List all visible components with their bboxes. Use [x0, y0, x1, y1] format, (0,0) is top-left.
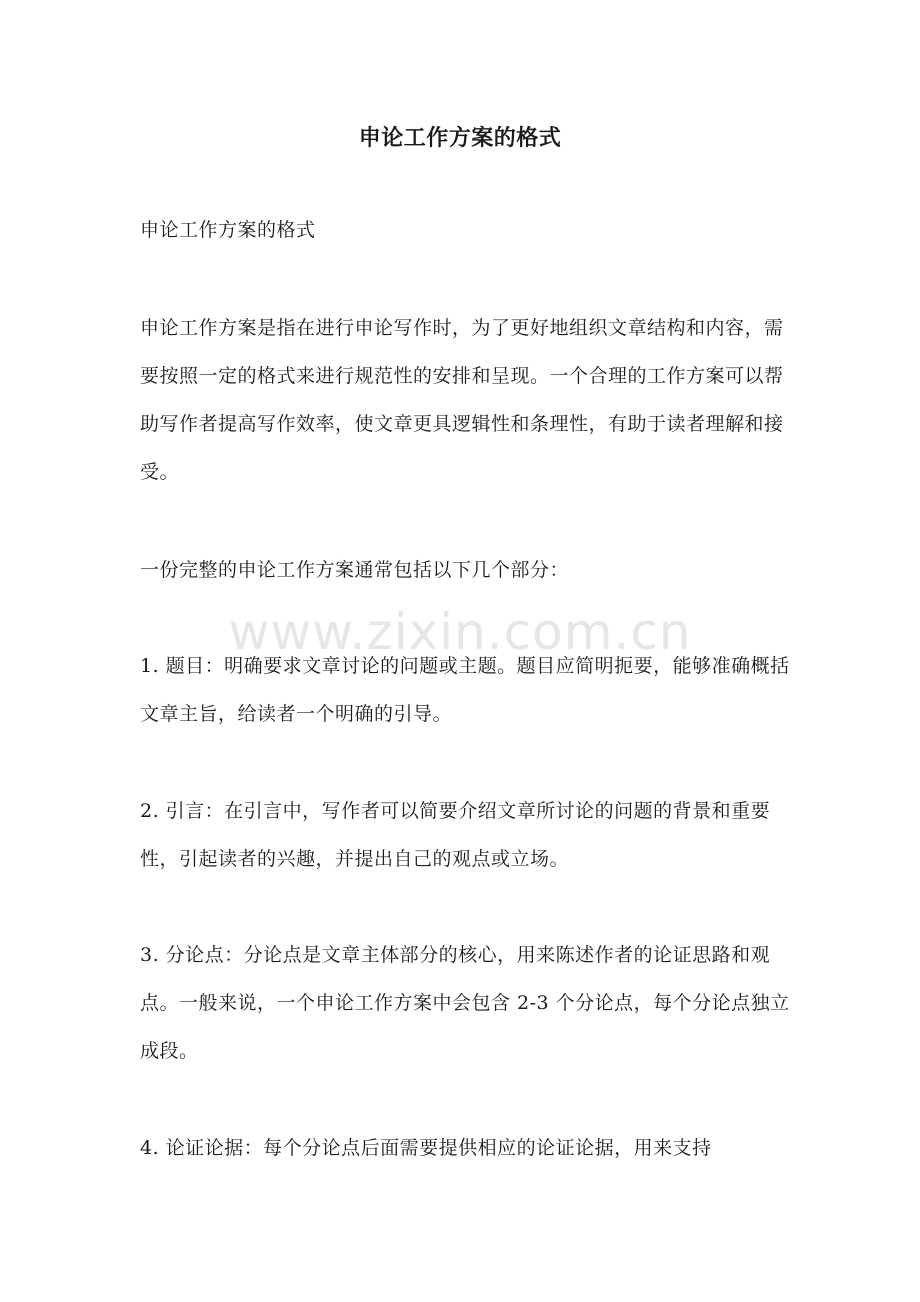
- paragraph-item-1: 1. 题目：明确要求文章讨论的问题或主题。题目应简明扼要，能够准确概括文章主旨，给读者一个明确的引导。: [140, 655, 790, 725]
- paragraph-parts-heading: 一份完整的申论工作方案通常包括以下几个部分：: [140, 559, 570, 581]
- paragraph-item-4: 4. 论证论据：每个分论点后面需要提供相应的论证论据，用来支持: [140, 1137, 712, 1159]
- watermark: www.zixin.com.cn: [228, 603, 692, 661]
- document-subtitle: 申论工作方案的格式: [140, 219, 316, 241]
- paragraph-intro: 申论工作方案是指在进行申论写作时，为了更好地组织文章结构和内容，需要按照一定的格式来进行规范性的安排和呈现。一个合理的工作方案可以帮助写作者提高写作效率，使文章更具逻辑性和条理性，有助于读者理解和接受。: [140, 317, 784, 483]
- document-title: 申论工作方案的格式: [358, 125, 562, 151]
- paragraph-item-2: 2. 引言：在引言中，写作者可以简要介绍文章所讨论的问题的背景和重要性，引起读者的兴趣，并提出自己的观点或立场。: [140, 800, 771, 870]
- paragraph-item-3: 3. 分论点：分论点是文章主体部分的核心，用来陈述作者的论证思路和观点。一般来说，一个申论工作方案中会包含 2-3 个分论点，每个分论点独立成段。: [140, 944, 790, 1062]
